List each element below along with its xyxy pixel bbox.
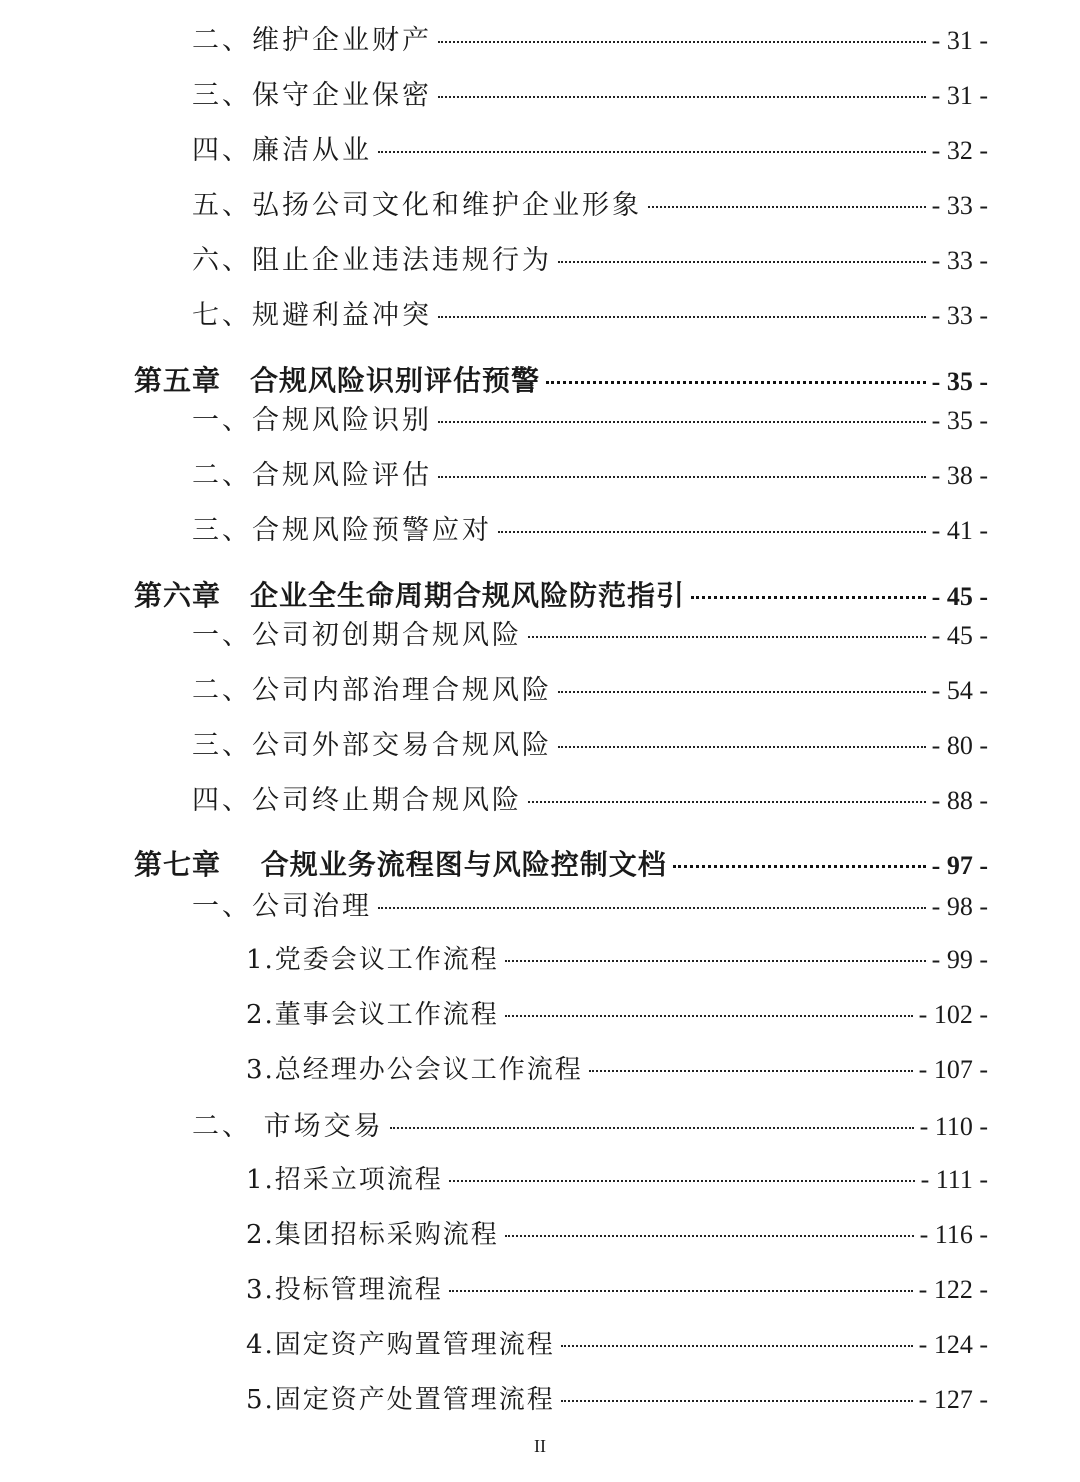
toc-entry-page: - 38 - bbox=[931, 461, 988, 490]
dot-leader bbox=[438, 41, 926, 43]
dot-leader bbox=[378, 907, 926, 909]
toc-entry-label: 七、规避利益冲突 bbox=[192, 300, 432, 331]
dot-leader bbox=[528, 801, 926, 803]
toc-entry[interactable] bbox=[192, 18, 988, 57]
toc-chapter-page: - 35 - bbox=[931, 367, 988, 396]
toc-entry-label: 一、公司治理 bbox=[192, 891, 372, 922]
toc-subentry-label: 3.总经理办公会议工作流程 bbox=[246, 1055, 583, 1085]
toc-entry-page: - 98 - bbox=[931, 892, 988, 921]
toc-subentry-label: 5.固定资产处置管理流程 bbox=[246, 1385, 555, 1415]
toc-subentry-label: 3.投标管理流程 bbox=[246, 1275, 443, 1305]
toc-entry[interactable] bbox=[192, 668, 988, 707]
toc-entry[interactable] bbox=[192, 128, 988, 167]
toc-entry-page: - 54 - bbox=[931, 676, 988, 705]
dot-leader bbox=[505, 960, 926, 962]
toc-subentry[interactable] bbox=[246, 1159, 988, 1196]
toc-entry-page: - 33 - bbox=[931, 191, 988, 220]
toc-entry-page: - 32 - bbox=[931, 136, 988, 165]
dot-leader bbox=[378, 151, 926, 153]
dot-leader bbox=[561, 1400, 913, 1402]
toc-entry-label: 四、廉洁从业 bbox=[192, 135, 372, 166]
toc-entry-page: - 110 - bbox=[919, 1112, 988, 1141]
toc-subentry-label: 2.董事会议工作流程 bbox=[246, 1000, 499, 1030]
toc-subentry-page: - 107 - bbox=[918, 1055, 988, 1084]
toc-chapter-page: - 45 - bbox=[931, 582, 988, 611]
toc-entry[interactable] bbox=[192, 293, 988, 332]
dot-leader bbox=[691, 596, 926, 599]
toc-subentry-label: 1.党委会议工作流程 bbox=[246, 945, 499, 975]
dot-leader bbox=[648, 206, 926, 208]
dot-leader bbox=[528, 636, 926, 638]
toc-entry-label: 四、公司终止期合规风险 bbox=[192, 785, 522, 816]
dot-leader bbox=[438, 421, 926, 423]
toc-subentry-page: - 99 - bbox=[931, 945, 988, 974]
toc-entry-label: 三、保守企业保密 bbox=[192, 80, 432, 111]
dot-leader bbox=[558, 261, 926, 263]
toc-subentry-label: 1.招采立项流程 bbox=[246, 1165, 443, 1195]
toc-entry-label: 三、合规风险预警应对 bbox=[192, 515, 492, 546]
toc-subentry-page: - 127 - bbox=[918, 1385, 988, 1414]
dot-leader bbox=[438, 476, 926, 478]
toc-entry[interactable] bbox=[192, 723, 988, 762]
toc-entry-page: - 31 - bbox=[931, 26, 988, 55]
toc-entry-page: - 33 - bbox=[931, 246, 988, 275]
toc-entry-label: 六、阻止企业违法违规行为 bbox=[192, 245, 552, 276]
toc-entry-label: 二、合规风险评估 bbox=[192, 460, 432, 491]
dot-leader bbox=[589, 1070, 913, 1072]
dot-leader bbox=[498, 531, 926, 533]
toc-chapter-page: - 97 - bbox=[931, 851, 988, 880]
toc-subentry-label: 2.集团招标采购流程 bbox=[246, 1220, 499, 1250]
dot-leader bbox=[390, 1127, 914, 1129]
toc-subentry-page: - 116 - bbox=[919, 1220, 988, 1249]
toc-entry-page: - 31 - bbox=[931, 81, 988, 110]
toc-chapter-label: 第七章 合规业务流程图与风险控制文档 bbox=[134, 848, 667, 881]
toc-entry[interactable] bbox=[192, 884, 988, 923]
dot-leader bbox=[505, 1015, 913, 1017]
toc-entry-label: 三、公司外部交易合规风险 bbox=[192, 730, 552, 761]
toc-entry-page: - 33 - bbox=[931, 301, 988, 330]
toc-subentry-page: - 102 - bbox=[918, 1000, 988, 1029]
toc-entry-page: - 35 - bbox=[931, 406, 988, 435]
toc-entry-page: - 45 - bbox=[931, 621, 988, 650]
toc-subentry[interactable] bbox=[246, 1269, 988, 1306]
toc-entry-label: 五、弘扬公司文化和维护企业形象 bbox=[192, 190, 642, 221]
toc-entry-label: 二、维护企业财产 bbox=[192, 25, 432, 56]
dot-leader bbox=[546, 381, 926, 384]
page-number-footer: II bbox=[534, 1436, 546, 1456]
toc-entry[interactable] bbox=[192, 183, 988, 222]
toc-entry[interactable] bbox=[192, 508, 988, 547]
toc-subentry[interactable] bbox=[246, 1049, 988, 1086]
toc-entry-label: 一、公司初创期合规风险 bbox=[192, 620, 522, 651]
toc-entry-label: 一、合规风险识别 bbox=[192, 405, 432, 436]
toc-subentry[interactable] bbox=[246, 1214, 988, 1251]
dot-leader bbox=[505, 1235, 914, 1237]
toc-entry-label: 二、公司内部治理合规风险 bbox=[192, 675, 552, 706]
toc-subentry-page: - 111 - bbox=[920, 1165, 988, 1194]
toc-entry[interactable] bbox=[192, 238, 988, 277]
toc-subentry[interactable] bbox=[246, 994, 988, 1031]
toc-subentry-label: 4.固定资产购置管理流程 bbox=[246, 1330, 555, 1360]
dot-leader bbox=[673, 865, 926, 868]
toc-entry-label: 二、 市场交易 bbox=[192, 1111, 384, 1142]
toc-entry[interactable] bbox=[192, 778, 988, 817]
toc-subentry[interactable] bbox=[246, 1324, 988, 1361]
toc-entry[interactable] bbox=[192, 453, 988, 492]
toc-subentry[interactable] bbox=[246, 1379, 988, 1416]
dot-leader bbox=[449, 1180, 915, 1182]
toc-subentry-page: - 124 - bbox=[918, 1330, 988, 1359]
toc-entry[interactable] bbox=[192, 1104, 988, 1143]
toc-chapter-entry[interactable] bbox=[134, 574, 988, 614]
toc-entry-page: - 88 - bbox=[931, 786, 988, 815]
toc-chapter-label: 第六章 企业全生命周期合规风险防范指引 bbox=[134, 579, 686, 612]
toc-chapter-label: 第五章 合规风险识别评估预警 bbox=[134, 364, 541, 397]
toc-chapter-entry[interactable] bbox=[134, 359, 988, 399]
dot-leader bbox=[449, 1290, 913, 1292]
toc-entry-page: - 41 - bbox=[931, 516, 988, 545]
toc-entry[interactable] bbox=[192, 398, 988, 437]
dot-leader bbox=[438, 96, 926, 98]
toc-entry[interactable] bbox=[192, 73, 988, 112]
toc-chapter-entry[interactable] bbox=[134, 843, 988, 883]
toc-subentry-page: - 122 - bbox=[918, 1275, 988, 1304]
dot-leader bbox=[558, 746, 926, 748]
toc-subentry[interactable] bbox=[246, 939, 988, 976]
dot-leader bbox=[561, 1345, 913, 1347]
toc-entry-page: - 80 - bbox=[931, 731, 988, 760]
dot-leader bbox=[438, 316, 926, 318]
toc-entry[interactable] bbox=[192, 613, 988, 652]
dot-leader bbox=[558, 691, 926, 693]
